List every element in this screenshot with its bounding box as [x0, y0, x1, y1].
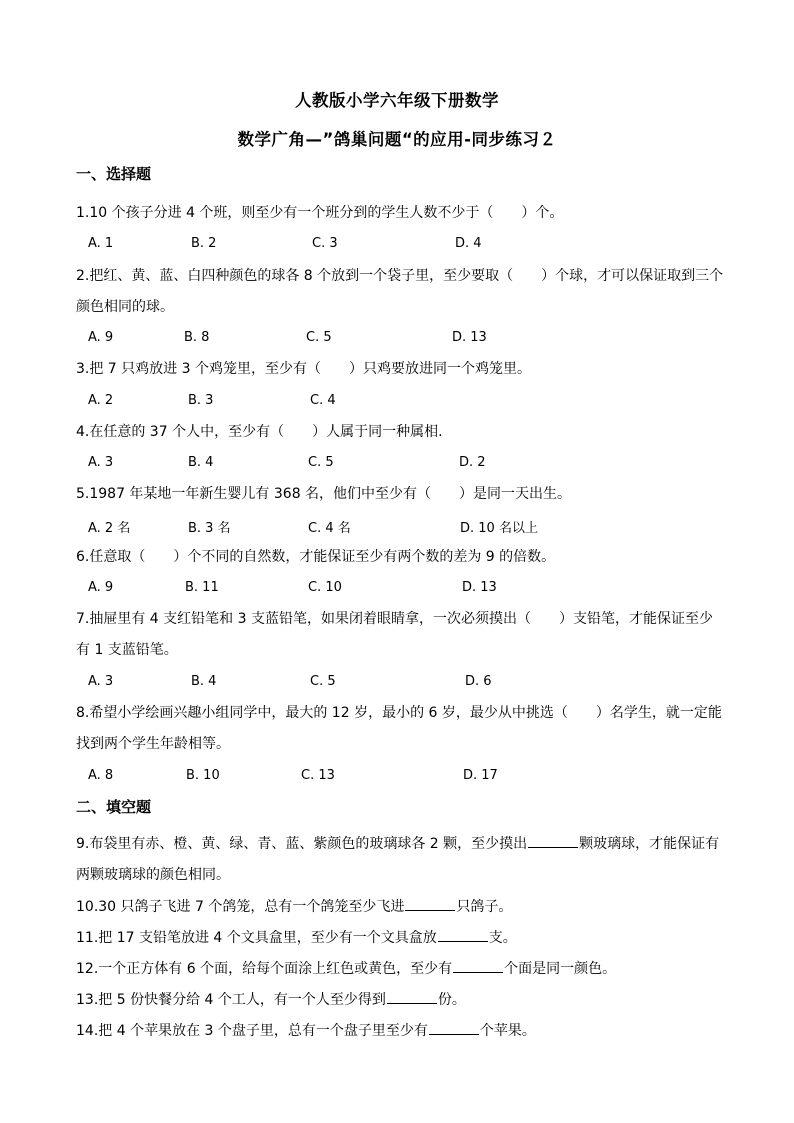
option-d: D. 17: [463, 768, 498, 783]
option-d: D. 13: [462, 580, 497, 595]
answer-blank[interactable]: [429, 1020, 479, 1035]
option-c: C. 4 名: [308, 521, 351, 536]
option-d: D. 13: [452, 330, 487, 345]
option-c: C. 10: [308, 580, 342, 595]
option-a: A. 3: [88, 674, 114, 689]
question-1: 1.10 个孩子分进 4 个班，则至少有一个班分到的学生人数不少于（ ）个。: [76, 205, 564, 221]
question-10: 10.30 只鸽子飞进 7 个鸽笼，总有一个鸽笼至少飞进 只鸽子。: [76, 892, 726, 923]
question-4: 4.在任意的 37 个人中，至少有（ ）人属于同一种属相.: [76, 424, 443, 440]
answer-blank[interactable]: [387, 989, 437, 1004]
option-c: C. 5: [310, 674, 336, 689]
option-d: D. 6: [465, 674, 492, 689]
option-c: C. 5: [308, 455, 334, 470]
option-c: C. 4: [310, 393, 336, 408]
question-12: 12.一个正方体有 6 个面，给每个面涂上红色或黄色，至少有 个面是同一颜色。: [76, 954, 726, 985]
option-d: D. 4: [455, 236, 482, 251]
question-13: 13.把 5 份快餐分给 4 个工人，有一个人至少得到 份。: [76, 985, 726, 1016]
option-b: B. 11: [185, 580, 219, 595]
question-7: 7.抽屉里有 4 支红铅笔和 3 支蓝铅笔，如果闭着眼睛拿，一次必须摸出（ ）支铅笔，才能保证至少有 1 支蓝铅笔。: [76, 611, 713, 658]
document-title: 人教版小学六年级下册数学: [295, 91, 499, 110]
option-c: C. 13: [301, 768, 335, 783]
answer-blank[interactable]: [438, 927, 488, 942]
question-9: 9.布袋里有赤、橙、黄、绿、青、蓝、紫颜色的玻璃球各 2 颗，至少摸出 颗玻璃球，才能保证有两颗玻璃球的颜色相同。: [76, 829, 726, 891]
option-b: B. 8: [184, 330, 210, 345]
option-a: A. 9: [88, 580, 114, 595]
question-3: 3.把 7 只鸡放进 3 个鸡笼里，至少有（ ）只鸡要放进同一个鸡笼里。: [76, 361, 531, 377]
answer-blank[interactable]: [453, 958, 503, 973]
option-a: A. 3: [88, 455, 114, 470]
option-a: A. 2 名: [88, 521, 131, 536]
question-14: 14.把 4 个苹果放在 3 个盘子里，总有一个盘子里至少有 个苹果。: [76, 1016, 726, 1047]
question-11: 11.把 17 支铅笔放进 4 个文具盒里，至少有一个文具盒放 支。: [76, 923, 726, 954]
document-subtitle: 数学广角—”鸽巢问题“的应用-同步练习２: [237, 130, 557, 149]
question-6: 6.任意取（ ）个不同的自然数，才能保证至少有两个数的差为 9 的倍数。: [76, 549, 556, 565]
answer-blank[interactable]: [528, 833, 578, 848]
option-b: B. 4: [188, 455, 214, 470]
question-8: 8.希望小学绘画兴趣小组同学中，最大的 12 岁，最小的 6 岁，最少从中挑选（ ）名学生，就一定能找到两个学生年龄相等。: [76, 705, 722, 752]
option-c: C. 5: [306, 330, 332, 345]
option-b: B. 4: [191, 674, 217, 689]
option-b: B. 10: [186, 768, 220, 783]
answer-blank[interactable]: [405, 896, 455, 911]
option-a: A. 8: [88, 768, 114, 783]
option-a: A. 1: [88, 236, 114, 251]
section-heading-fill: 二、填空题: [76, 798, 152, 816]
option-d: D. 10 名以上: [460, 521, 538, 536]
option-b: B. 2: [191, 236, 217, 251]
section-heading-choice: 一、选择题: [76, 165, 152, 183]
option-c: C. 3: [312, 236, 338, 251]
question-2: 2.把红、黄、蓝、白四种颜色的球各 8 个放到一个袋子里，至少要取（ ）个球，才可以保证取到三个颜色相同的球。: [76, 268, 724, 315]
option-d: D. 2: [459, 455, 486, 470]
option-a: A. 2: [88, 393, 114, 408]
option-b: B. 3 名: [188, 521, 231, 536]
option-a: A. 9: [88, 330, 114, 345]
question-5: 5.1987 年某地一年新生婴儿有 368 名，他们中至少有（ ）是同一天出生。: [76, 486, 572, 502]
option-b: B. 3: [188, 393, 214, 408]
